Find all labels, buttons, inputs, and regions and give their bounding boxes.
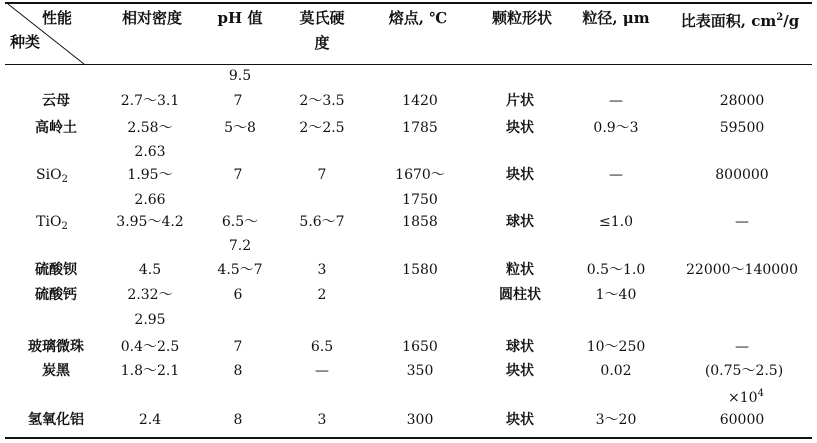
cell-surface-area: 28000 — [719, 93, 765, 109]
cell-shape: 粒状 — [506, 262, 534, 278]
header-hardness-line1: 莫氏硬 — [299, 9, 345, 27]
cell-shape: 块状 — [506, 120, 534, 136]
cell-type: 氢氧化铝 — [28, 412, 84, 428]
cell-density: 1.8～2.1 — [120, 363, 180, 379]
cell-surface-area: 800000 — [715, 167, 769, 183]
cell-melting-point: 1785 — [402, 120, 438, 136]
cell-size: ≤1.0 — [599, 214, 633, 230]
cell-shape: 块状 — [506, 363, 534, 379]
cell-hardness: 3 — [317, 412, 327, 428]
table-header-rule — [5, 64, 812, 65]
cell-type: SiO$_2$ — [36, 167, 68, 185]
cell-density: 1.95～ — [127, 167, 173, 183]
cell-size: 10～250 — [586, 339, 646, 355]
cell-melting-point: 1580 — [402, 262, 438, 278]
cell-type: 高岭土 — [35, 120, 77, 136]
cell-ph: 4.5～7 — [217, 262, 263, 278]
cell-hardness: — — [315, 363, 329, 379]
cell-hardness: 2～3.5 — [299, 93, 345, 109]
cell-hardness: 2～2.5 — [299, 120, 345, 136]
cell-melting-point: 350 — [406, 363, 434, 379]
cell-hardness: 6.5 — [310, 339, 334, 355]
cell-type: 炭黑 — [42, 363, 70, 379]
cell-surface-area: (0.75～2.5) — [704, 363, 784, 379]
header-particle-shape: 颗粒形状 — [491, 9, 553, 27]
cell-type: 玻璃微珠 — [28, 339, 84, 355]
cell-melting-point: 1858 — [402, 214, 438, 230]
cell-shape: 片状 — [506, 93, 534, 109]
header-hardness-line2: 度 — [314, 34, 330, 52]
cell-surface-area: 22000～140000 — [686, 262, 798, 278]
header-ph: pH 值 — [217, 9, 263, 27]
cell-hardness: 3 — [317, 262, 327, 278]
cell-surface-area: — — [735, 214, 749, 230]
cell-density-cont: 2.63 — [134, 144, 166, 160]
cell-type: 云母 — [42, 93, 70, 109]
cell-shape: 球状 — [506, 214, 534, 230]
cell-shape: 球状 — [506, 339, 534, 355]
cell-ph: 7 — [233, 339, 243, 355]
header-specific-surface-area: 比表面积, $cm^2/g$ — [680, 12, 800, 30]
cell-size: 1～40 — [595, 287, 637, 303]
cell-shape: 圆柱状 — [499, 287, 541, 303]
cell-ph-cont: 7.2 — [228, 238, 252, 254]
cell-ph: 7 — [233, 167, 243, 183]
cell-hardness: 7 — [317, 167, 327, 183]
cell-ph: 8 — [233, 412, 243, 428]
cell-density: 0.4～2.5 — [120, 339, 180, 355]
cell-density: 4.5 — [138, 262, 162, 278]
cell-surface-area: 60000 — [719, 412, 765, 428]
cell-density: 2.7～3.1 — [120, 93, 180, 109]
cell-melting-point: 1670～ — [395, 167, 445, 183]
cell-ph: 6.5～ — [221, 214, 259, 230]
cell-density: 3.95～4.2 — [116, 214, 184, 230]
header-density: 相对密度 — [121, 9, 183, 27]
cell-surface-area: — — [735, 339, 749, 355]
cell-size: — — [609, 93, 623, 109]
header-corner-property: 性能 — [42, 9, 73, 27]
cell-melting-point: 1420 — [402, 93, 438, 109]
cell-ph: 8 — [233, 363, 243, 379]
table-top-rule — [5, 2, 812, 4]
cell-density: 2.58～ — [127, 120, 173, 136]
cell-density-cont: 2.95 — [134, 312, 166, 328]
cell-size: — — [609, 167, 623, 183]
cell-type: TiO$_2$ — [36, 214, 68, 232]
cell-melting-point: 300 — [406, 412, 434, 428]
cell-density-cont: 2.66 — [134, 192, 166, 208]
cell-shape: 块状 — [506, 412, 534, 428]
cell-density: 2.4 — [138, 412, 162, 428]
header-particle-size: 粒径, μm — [582, 9, 650, 27]
table-bottom-rule — [5, 437, 812, 439]
cell-ph: 6 — [233, 287, 243, 303]
cell-size: 0.9～3 — [593, 120, 639, 136]
header-melting-point: 熔点, ℃ — [388, 9, 448, 27]
cell-type: 硫酸钙 — [35, 287, 77, 303]
header-corner-type: 种类 — [10, 33, 41, 51]
cell-ph-extra: 9.5 — [228, 68, 252, 84]
cell-hardness: 2 — [317, 287, 327, 303]
cell-type: 硫酸钡 — [35, 262, 77, 278]
cell-ph: 5～8 — [224, 120, 256, 136]
cell-size: 3～20 — [595, 412, 637, 428]
cell-density: 2.32～ — [127, 287, 173, 303]
cell-size: 0.02 — [600, 363, 632, 379]
cell-surface-area: 59500 — [719, 120, 765, 136]
cell-melting-point-cont: 1750 — [402, 192, 438, 208]
cell-shape: 块状 — [506, 167, 534, 183]
cell-size: 0.5～1.0 — [586, 262, 646, 278]
cell-ph: 7 — [233, 93, 243, 109]
cell-hardness: 5.6～7 — [299, 214, 345, 230]
cell-melting-point: 1650 — [402, 339, 438, 355]
cell-surface-area-cont: $\times 10^4$ — [728, 388, 764, 406]
